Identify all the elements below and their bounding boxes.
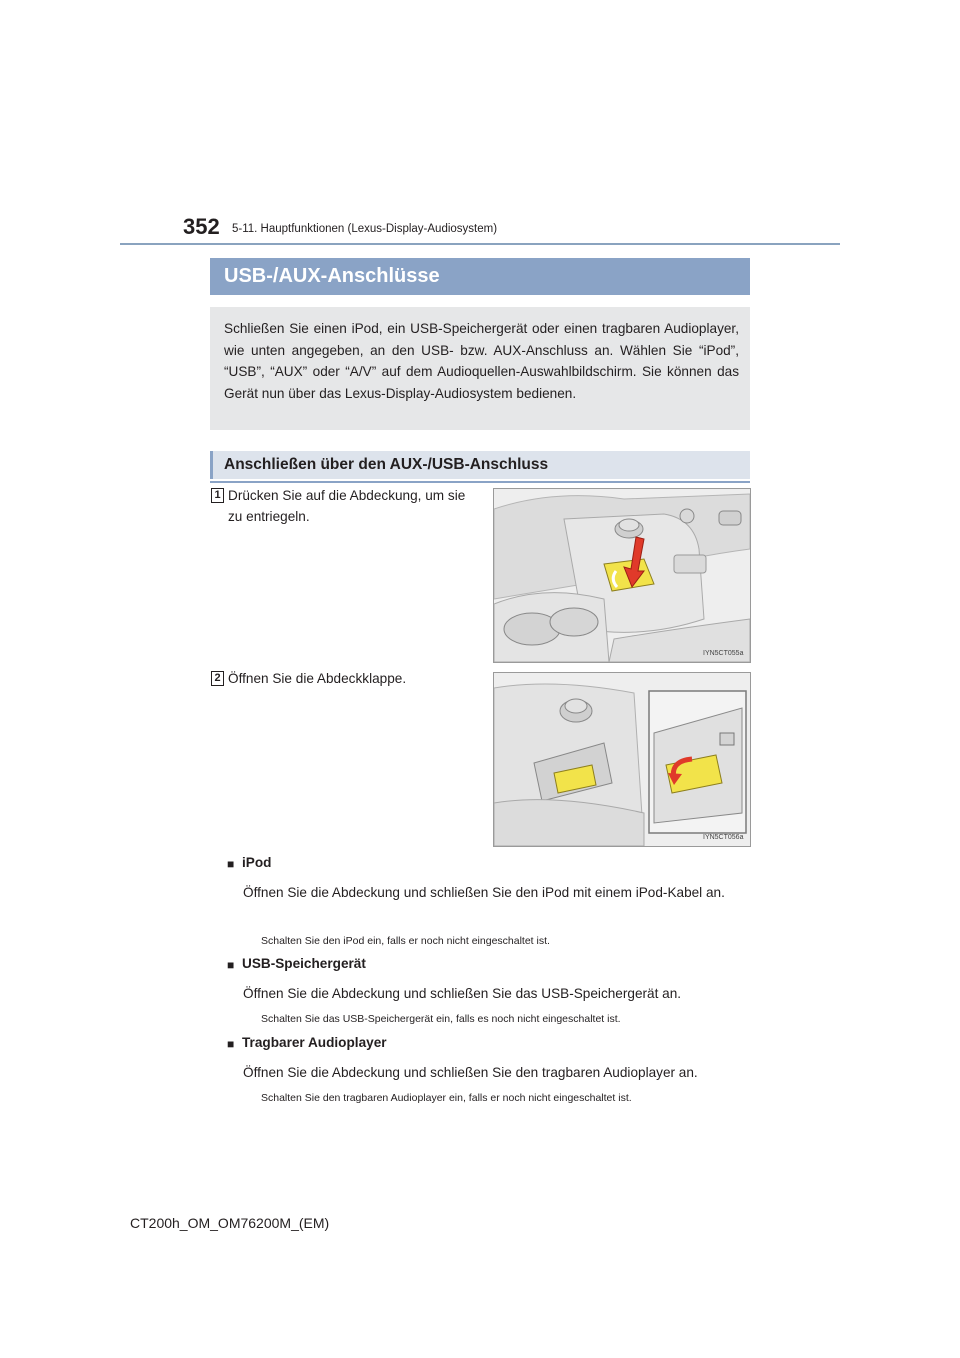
page-title: USB-/AUX-Anschlüsse (224, 265, 440, 287)
bullet-icon: ■ (227, 1037, 235, 1051)
item-heading-audioplayer: Tragbarer Audioplayer (242, 1035, 387, 1050)
item-text-audioplayer: Öffnen Sie die Abdeckung und schließen Sie den tragbaren Audioplayer an. (243, 1065, 698, 1080)
step-number-1: 1 (211, 488, 224, 503)
illustration-open-cover (493, 672, 751, 847)
subheading: Anschließen über den AUX-/USB-Anschluss (224, 456, 549, 473)
section-reference: 5-11. Hauptfunktionen (Lexus-Display-Audiosystem) (232, 223, 498, 235)
title-bar (210, 258, 750, 295)
image-code-2: IYN5CT056a (703, 834, 744, 841)
step-number-2: 2 (211, 671, 224, 686)
footer-code: CT200h_OM_OM76200M_(EM) (130, 1215, 330, 1231)
bullet-icon: ■ (227, 857, 235, 871)
bullet-icon: ■ (227, 958, 235, 972)
illustration-console-cover (493, 488, 751, 663)
item-heading-ipod: iPod (242, 855, 272, 870)
item-note-audioplayer: Schalten Sie den tragbaren Audioplayer ein, falls er noch nicht eingeschaltet ist. (261, 1092, 632, 1104)
item-note-usb: Schalten Sie das USB-Speichergerät ein, falls es noch nicht eingeschaltet ist. (261, 1013, 621, 1025)
item-text-ipod: Öffnen Sie die Abdeckung und schließen Sie den iPod mit einem iPod-Kabel an. (243, 885, 725, 900)
step-2-text: Öffnen Sie die Abdeckklappe. (228, 671, 407, 686)
item-note-ipod: Schalten Sie den iPod ein, falls er noch nicht eingeschaltet ist. (261, 935, 550, 947)
intro-box (210, 307, 750, 430)
item-heading-usb: USB-Speichergerät (242, 956, 366, 971)
intro-text: Schließen Sie einen iPod, ein USB-Speichergerät oder einen tragbaren Audioplayer, wie unten angegeben, an den USB- bzw. AUX-Anschluss an. Wählen Sie “iPod”, “USB”, “AUX” oder “A/V” auf dem Audioquellen-Auswahlbildschirm. Sie können das Gerät nun über das Lexus-Display-Audiosystem bedienen. (224, 321, 739, 401)
subheading-bar (210, 451, 750, 479)
item-text-usb: Öffnen Sie die Abdeckung und schließen Sie das USB-Speichergerät an. (243, 986, 682, 1001)
header-divider (120, 243, 840, 245)
subheading-rule (210, 481, 750, 483)
page-number: 352 (183, 214, 220, 239)
image-code-1: IYN5CT055a (703, 650, 744, 657)
step-1-text: Drücken Sie auf die Abdeckung, um sie zu entriegeln. (228, 488, 466, 524)
